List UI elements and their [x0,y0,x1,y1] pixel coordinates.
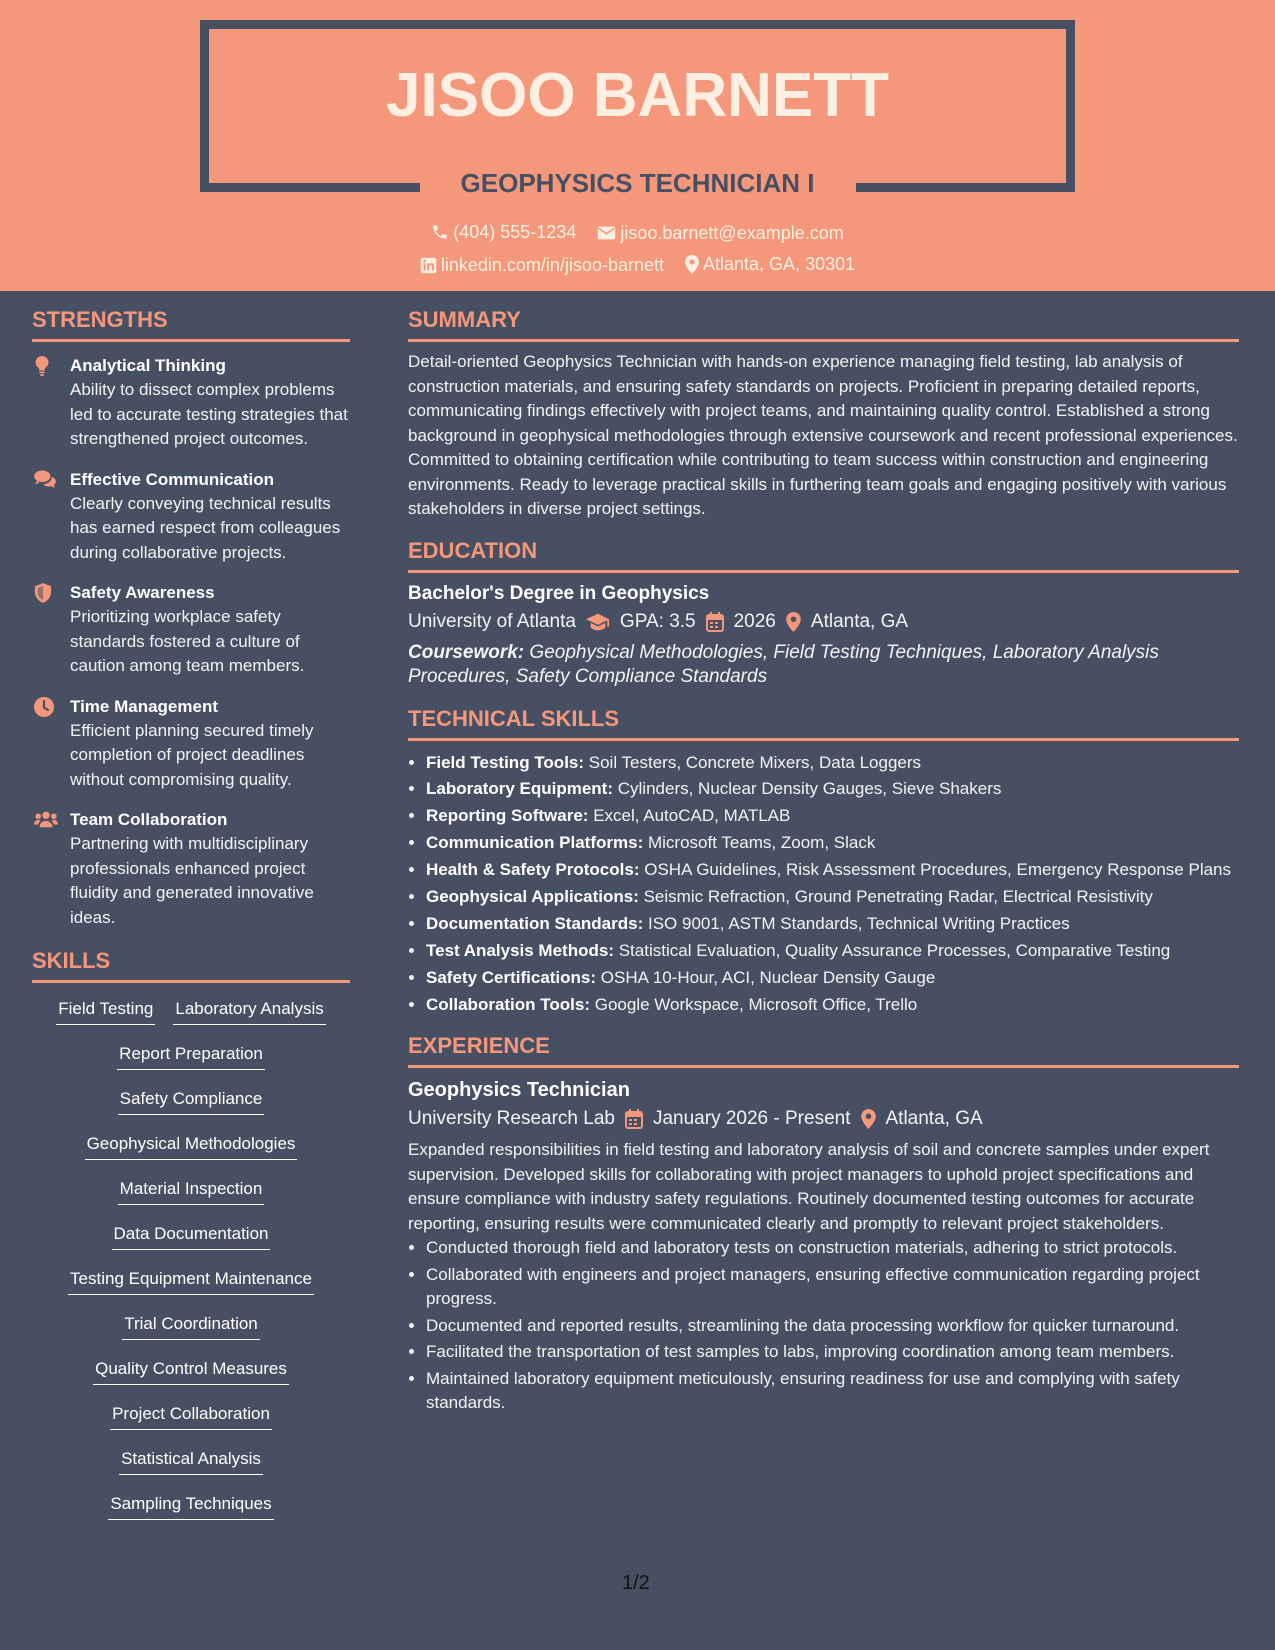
coursework-list: Geophysical Methodologies, Field Testing Techniques, Laboratory Analysis Procedures, Safety Compliance Standards [408,641,1159,687]
strength-item [32,695,350,793]
skill-tag: Testing Equipment Maintenance [68,1267,314,1295]
calendar-icon [625,1109,643,1129]
tech-skill-label: Documentation Standards: [426,913,644,933]
list-item [426,777,1239,802]
page-number: 1/2 [622,1572,650,1594]
coursework [408,641,1239,690]
job-position: Geophysics Technician [408,1079,630,1102]
skill-tag: Project Collaboration [110,1402,272,1430]
skill-tag: Geophysical Methodologies [85,1132,298,1160]
gpa-text: GPA: 3.5 [619,610,696,632]
strengths-section [32,305,350,930]
tech-skill-value: Cylinders, Nuclear Density Gauges, Sieve Shakers [617,779,1002,799]
skill-tag: Field Testing [56,997,155,1025]
list-item [426,831,1239,856]
comments-icon [32,468,70,566]
strength-name: Effective Communication [70,469,275,489]
list-item [426,939,1239,964]
education-heading: EDUCATION [408,536,1239,573]
list-item [426,993,1239,1018]
list-item [426,912,1239,937]
tech-skill-value: OSHA Guidelines, Risk Assessment Procedures, Emergency Response Plans [644,860,1231,880]
right-column [408,305,1239,1418]
strengths-list [32,354,350,930]
summary-text: Detail-oriented Geophysics Technician with hands-on experience managing field testing, lab analysis of construction materials, and ensuring safety standards on projects. Proficient in preparing detailed reports, communicating findings effectively with project teams, and maintaining quality control. Established a strong background in geophysical methodologies through extensive coursework and recent professional experiences. Committed to obtaining certification while contributing to team success within construction and engineering environments. Ready to leverage practical skills in furthering team goals and engaging positively with various stakeholders in diverse project settings. [408,352,1238,518]
strength-name: Team Collaboration [70,810,228,829]
shield-icon [32,581,70,679]
skill-tag: Quality Control Measures [93,1357,289,1385]
tech-skill-value: Google Workspace, Microsoft Office, Trello [594,994,918,1014]
strength-item [32,354,350,452]
list-item: • Collaborated with engineers and project managers, ensuring effective communication regarding project progress. [426,1263,1239,1312]
map-marker-icon [786,612,801,632]
skill-tag: Sampling Techniques [108,1492,273,1520]
calendar-icon [706,612,724,632]
location-contact [685,252,855,276]
strength-description: Prioritizing workplace safety standards fostered a culture of caution among team members. [70,607,305,675]
strength-name: Safety Awareness [70,583,215,602]
tech-skill-value: Statistical Evaluation, Quality Assurance Processes, Comparative Testing [618,940,1171,960]
tech-skill-value: Excel, AutoCAD, MATLAB [593,806,791,826]
linkedin-contact[interactable] [420,253,664,277]
tech-skill-value: ISO 9001, ASTM Standards, Technical Writing Practices [647,913,1070,933]
skill-tag: Safety Compliance [118,1087,265,1115]
graduation-year: 2026 [733,610,776,632]
strength-name: Analytical Thinking [70,356,226,375]
phone-contact[interactable] [431,220,576,244]
strength-description: Clearly conveying technical results has earned respect from colleagues during collaborative projects. [70,493,341,562]
experience-heading: EXPERIENCE [408,1031,1239,1068]
map-marker-icon [861,1109,876,1129]
tech-skill-label: Field Testing Tools: [426,752,585,772]
strength-description: Partnering with multidisciplinary professionals enhanced project fluidity and generated innovative ideas. [70,834,314,927]
tech-skill-label: Laboratory Equipment: [426,779,614,799]
list-item [426,804,1239,829]
technical-skills-list [408,751,1239,1018]
skills-section [32,946,350,1537]
list-item: • Facilitated the transportation of test samples to labs, improving coordination among team members. [426,1340,1239,1365]
contact-row-primary [0,220,1275,247]
strength-item [32,808,350,930]
degree-title: Bachelor's Degree in Geophysics [408,582,710,604]
list-item [426,751,1239,776]
tech-skill-label: Communication Platforms: [426,833,644,853]
technical-skills-section [408,704,1239,1018]
tech-skill-value: OSHA 10-Hour, ACI, Nuclear Density Gauge [600,967,936,987]
email-contact[interactable] [597,221,843,245]
list-item: • Maintained laboratory equipment meticulously, ensuring readiness for use and complying with safety standards. [426,1367,1239,1416]
skill-tag: Material Inspection [118,1177,265,1205]
envelope-icon [597,225,616,241]
summary-section [408,305,1239,522]
skill-tag: Report Preparation [117,1042,265,1070]
location-text: Atlanta, GA, 30301 [703,254,856,274]
resume-header [0,0,1275,291]
tech-skill-label: Collaboration Tools: [426,994,591,1014]
contact-row-secondary [0,252,1275,280]
phone-icon [431,223,449,241]
email-text: jisoo.barnett@example.com [620,223,844,243]
tech-skill-label: Reporting Software: [426,806,589,826]
technical-skills-heading: TECHNICAL SKILLS [408,704,1239,741]
tech-skill-value: Soil Testers, Concrete Mixers, Data Loggers [588,752,922,772]
list-item [426,858,1239,883]
strength-item [32,581,350,679]
company-name: University Research Lab [408,1108,615,1130]
list-item: • Conducted thorough field and laboratory tests on construction materials, adhering to strict protocols. [426,1236,1239,1261]
skill-tag: Data Documentation [112,1222,271,1250]
strength-description: Efficient planning secured timely completion of project deadlines without compromising quality. [70,720,314,789]
tech-skill-value: Seismic Refraction, Ground Penetrating Radar, Electrical Resistivity [643,886,1153,906]
tech-skill-label: Test Analysis Methods: [426,940,614,960]
candidate-name: JISOO BARNETT [386,61,889,130]
experience-section [408,1031,1239,1416]
linkedin-text: linkedin.com/in/jisoo-barnett [440,255,664,275]
list-item: • Documented and reported results, streamlining the data processing workflow for quicker turnaround. [426,1314,1239,1339]
tech-skill-value: Microsoft Teams, Zoom, Slack [647,833,876,853]
list-item [426,885,1239,910]
map-marker-icon [685,255,699,274]
strengths-heading: STRENGTHS [32,305,350,342]
linkedin-icon [420,257,437,274]
tech-skill-label: Geophysical Applications: [426,886,639,906]
skill-tag: Trial Coordination [122,1312,260,1340]
graduation-cap-icon [586,613,610,631]
phone-text: (404) 555-1234 [453,222,577,242]
left-column [32,305,350,1537]
clock-icon [32,695,70,793]
strength-item [32,468,350,566]
users-icon [32,808,70,930]
tech-skill-label: Safety Certifications: [426,967,597,987]
job-dates: January 2026 - Present [652,1108,851,1130]
skills-heading: SKILLS [32,946,350,983]
education-section [408,536,1239,690]
education-meta [408,607,1239,637]
skills-list [32,997,350,1537]
lightbulb-icon [32,354,70,452]
experience-meta [408,1104,1239,1134]
skill-tag: Laboratory Analysis [173,997,325,1025]
job-title: GEOPHYSICS TECHNICIAN I [460,168,815,198]
school-name: University of Atlanta [408,610,576,632]
summary-heading: SUMMARY [408,305,1239,342]
coursework-label: Coursework: [408,641,525,663]
skill-tag: Statistical Analysis [119,1447,263,1475]
job-description: Expanded responsibilities in field testing and laboratory analysis of soil and concrete samples under expert supervision. Developed skills for collaborating with project managers to uphold project specifications and ensure compliance with industry safety regulations. Routinely documented testing outcomes for accurate reporting, ensuring results were communicated clearly and promptly to relevant project stakeholders. [408,1140,1210,1233]
list-item [426,966,1239,991]
job-location: Atlanta, GA [885,1108,983,1130]
tech-skill-label: Health & Safety Protocols: [426,860,640,880]
job-bullets [408,1236,1239,1416]
strength-description: Ability to dissect complex problems led to accurate testing strategies that strengthened project outcomes. [70,380,348,448]
strength-name: Time Management [70,696,219,716]
school-location: Atlanta, GA [810,610,909,632]
